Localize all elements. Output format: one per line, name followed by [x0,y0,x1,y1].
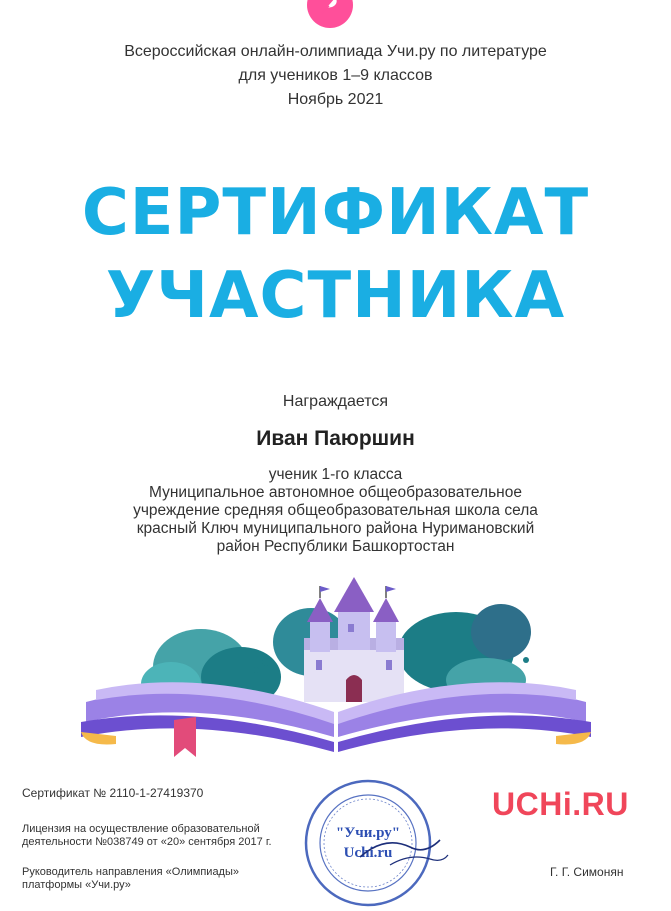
head-line-1: Руководитель направления «Олимпиады» [22,866,240,878]
license-info [22,823,272,849]
certificate-number: Сертификат № 2110-1-27419370 [22,786,204,800]
recipient-details [115,466,556,556]
header-date: Ноябрь 2021 [287,91,384,108]
license-line-2: деятельности №038749 от «20» сентября 2017 г. [22,836,272,848]
header-line-1: Всероссийская онлайн-олимпиада Учи.ру по литературе [124,43,547,60]
uchi-ru-logo: UCHi.RU [492,786,629,822]
olympiad-header [0,40,671,112]
school-line-3: красный Ключ муниципального района Нуримановский [136,520,535,537]
company-seal [300,775,450,910]
certificate-subtitle: УЧАСТНИКА [105,259,566,333]
award-label: Награждается [282,393,389,410]
certificate-title: СЕРТИФИКАТ [81,176,590,250]
stamp-line-1: "Учи.ру" [335,825,401,841]
school-line-2: учреждение средняя общеобразовательная школа села [133,502,538,519]
castle-book-illustration [76,572,596,762]
recipient-name: Иван Паюршин [256,427,415,450]
license-line-1: Лицензия на осуществление образовательной [22,823,260,835]
head-line-2: платформы «Учи.ру» [22,879,131,891]
signer-name: Г. Г. Симонян [550,865,624,879]
school-line-4: район Республики Башкортостан [216,538,455,555]
school-line-1: Муниципальное автономное общеобразовательное [149,484,522,501]
grade-line: ученик 1-го класса [268,466,403,483]
stamp-line-2: Uchi.ru [343,845,393,861]
head-of-direction [22,866,282,892]
header-line-2: для учеников 1–9 классов [238,67,433,84]
feather-badge-icon [307,0,353,28]
